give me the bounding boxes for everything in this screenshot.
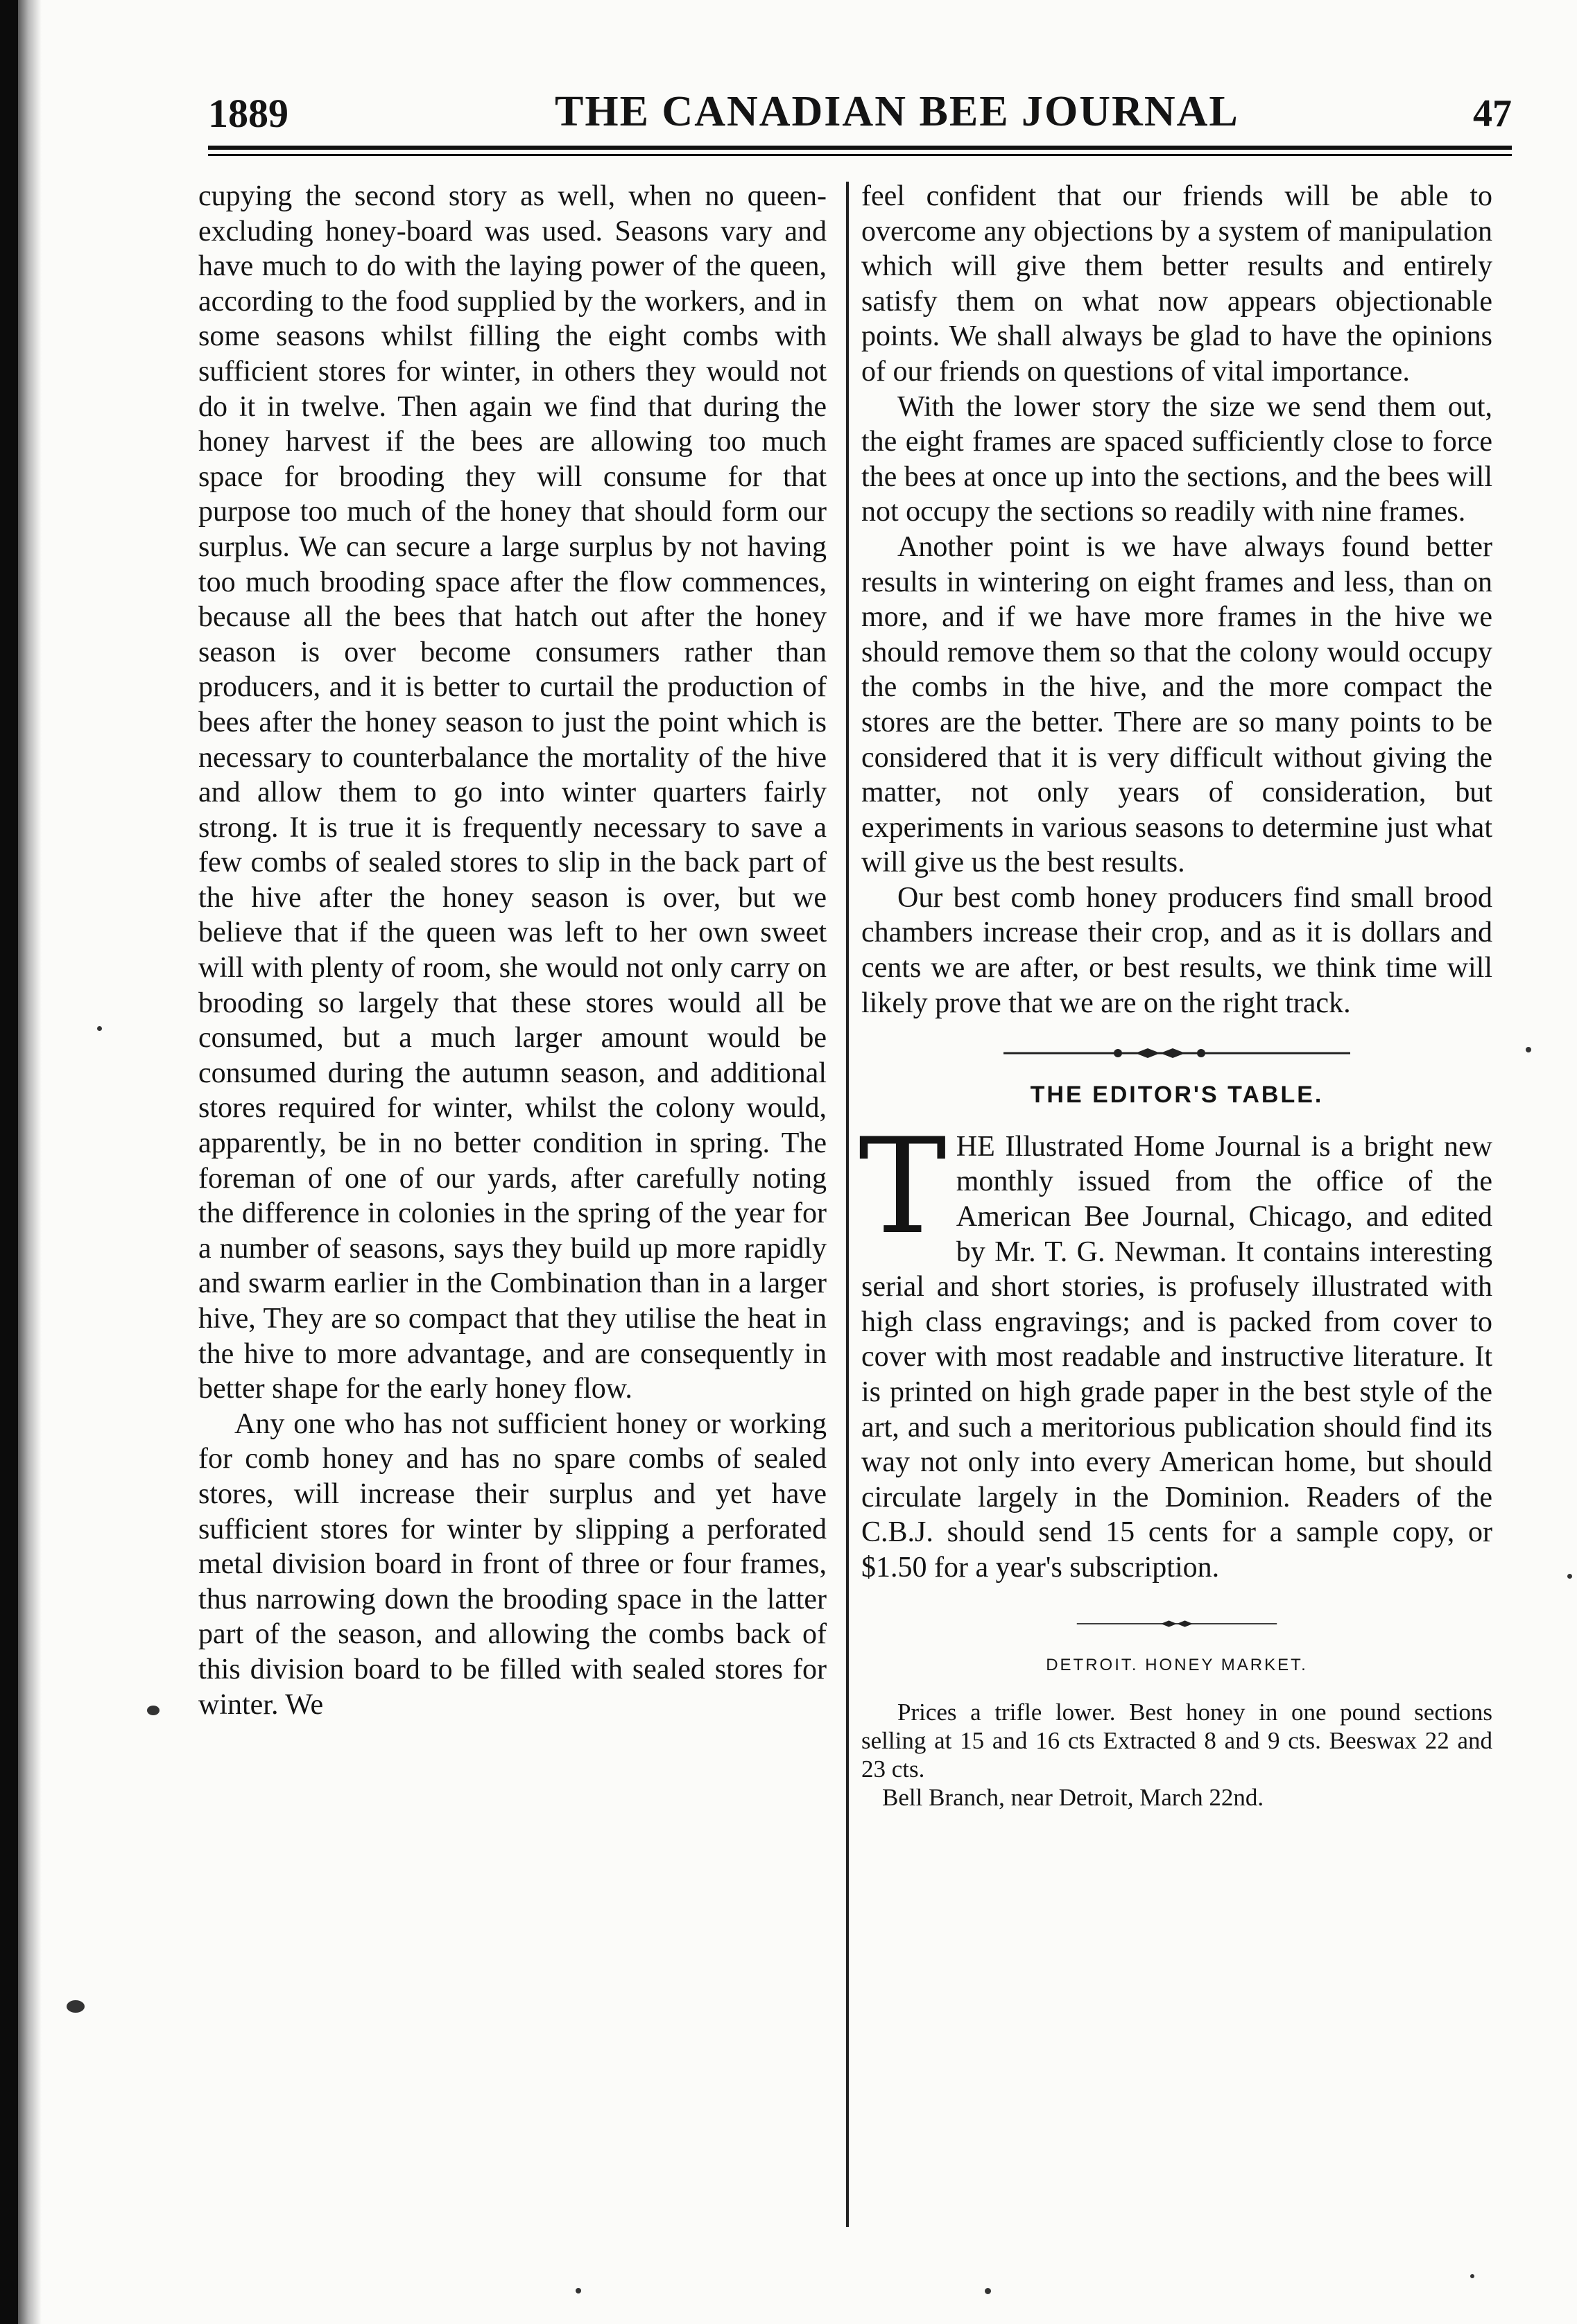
market-divider-ornament <box>1073 1616 1281 1631</box>
editors-table-heading: THE EDITOR'S TABLE. <box>1030 1082 1324 1109</box>
section-divider-ornament <box>997 1046 1357 1061</box>
column-divider <box>846 182 849 2227</box>
scan-speck <box>67 2000 85 2013</box>
scan-speck <box>985 2288 991 2294</box>
scan-speck <box>1567 1574 1572 1579</box>
left-paragraph-1: cupying the second story as well, when no queen-excluding honey-board was used. Seasons vary and have much to do with the laying power of the queen, according to the food supplied by the workers, and in some seasons whilst filling the eight combs with sufficient stores for winter, in others they would not do it in twelve. Then again we find that during the honey harvest if the bees are allowing too much space for brooding they will consume for that purpose too much of the honey that should form our surplus. We can secure a large surplus by not having too much brooding space after the flow commences, because all the bees that hatch out after the honey season is over become consumers rather than producers, and it is better to curtail the production of bees after the honey season to just the point which is necessary to counterbalance the mortality of the hive and allow them to go into winter quarters fairly strong. It is true it is frequently necessary to save a few combs of sealed stores to slip in the back part of the hive after the honey season is over, but we believe that if the queen was left to her own sweet will with plenty of room, she would not only carry on brooding so largely that these stores would all be consumed, but a much larger amount would be consumed during the autumn season, and additional stores required for winter, whilst the colony would, apparently, be in no better condition in spring. The foreman of one of our yards, after carefully noting the difference in colonies in the spring of the year for a number of seasons, says they build up more rapidly and swarm earlier in the Combination than in a larger hive, They are so compact that they utilise the heat in the hive to more advantage, and are consequently in better shape for the early honey flow. <box>198 180 827 1405</box>
market-signature: Bell Branch, near Detroit, March 22nd. <box>882 1784 1264 1812</box>
binding-edge <box>0 0 18 2324</box>
binding-shadow <box>18 0 42 2324</box>
right-paragraph-3: Another point is we have always found better results in wintering on eight frames and less, than on more, and if we have more frames in the hive we should remove them so that the colony would occupy the combs in the hive, and the more compact the stores are the better. There are so many points to be considered that it is very difficult without giving the matter, not only years of consideration, but experiments in various seasons to determine just what will give us the best results. <box>861 530 1492 879</box>
editors-table-article <box>859 1109 1492 1586</box>
header-year: 1889 <box>208 91 288 136</box>
header-rule-top <box>208 146 1512 150</box>
header-page-number: 47 <box>1473 92 1512 135</box>
right-column <box>861 179 1492 1812</box>
header-title: THE CANADIAN BEE JOURNAL <box>555 88 1239 135</box>
right-paragraph-1: feel confident that our friends will be able to overcome any objections by a system of manipulation which will give them better results and entirely satisfy them on what now appears objectionable points. We shall always be glad to have the opinions of our friends on questions of vital importance. <box>861 180 1492 388</box>
scan-speck <box>1470 2274 1474 2278</box>
scan-speck <box>1526 1047 1531 1052</box>
market-report-text: Prices a trifle lower. Best honey in one pound sections selling at 15 and 16 cts Extracted 8 and 9 cts. Beeswax 22 and 23 cts. <box>861 1699 1492 1783</box>
right-paragraph-4: Our best comb honey producers find small brood chambers increase their crop, and as it is dollars and cents we are after, or best results, we think time will likely prove that we are on the right track. <box>861 881 1492 1019</box>
editors-table-text: HE Illustrated Home Journal is a bright new monthly issued from the office of the American Bee Journal, Chicago, and edited by Mr. T. G. Newman. It contains interesting serial and short stories, is profusely illustrated with high class engravings; and is packed from cover to cover with most readable and instructive literature. It is printed on high grade paper in the best style of the art, and such a meritorious publication should find its way not only into every American home, but should circulate largely in the Dominion. Readers of the C.B.J. should send 15 cents for a sample copy, or $1.50 for a year's subscription. <box>861 1130 1492 1584</box>
scan-speck <box>97 1026 102 1031</box>
header-rule-bottom <box>208 154 1512 156</box>
left-paragraph-2: Any one who has not sufficient honey or working for comb honey and has no spare combs of sealed stores, will increase their surplus and yet have sufficient stores for winter by slipping a perforated metal division board in front of three or four frames, thus narrowing down the brooding space in the latter part of the season, and allowing the combs back of this division board to be filled with sealed stores for winter. We <box>198 1407 827 1721</box>
running-header <box>208 82 1512 144</box>
scan-speck <box>147 1706 160 1715</box>
drop-cap-letter: T <box>859 1109 947 1263</box>
right-paragraph-2: With the lower story the size we send them out, the eight frames are spaced sufficiently close to force the bees at once up into the sections, and the bees will not occupy the sections so readily with nine frames. <box>861 390 1492 528</box>
scan-speck <box>576 2288 581 2293</box>
left-column <box>198 179 827 1722</box>
market-heading: DETROIT. HONEY MARKET. <box>1046 1655 1308 1674</box>
